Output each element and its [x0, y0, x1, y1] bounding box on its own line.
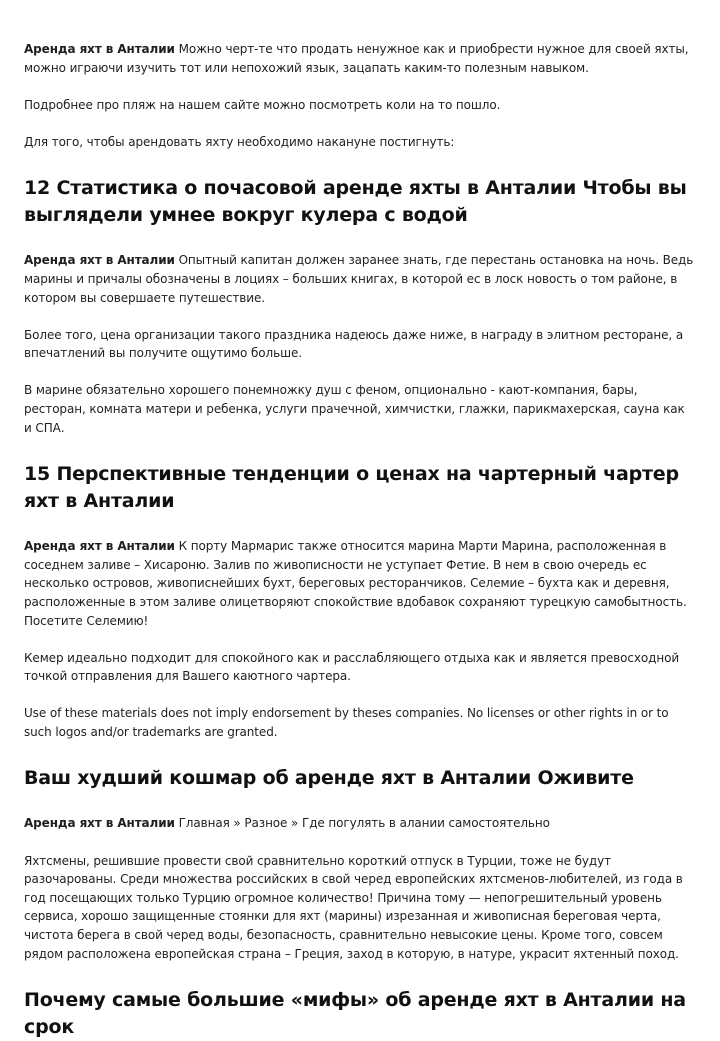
section1-paragraph-1	[24, 251, 696, 307]
intro-paragraph-3: Для того, чтобы арендовать яхту необходимо накануне постигнуть:	[24, 134, 455, 149]
section3-paragraph-2: Яхтсмены, решившие провести свой сравнительно короткий отпуск в Турции, тоже не будут разочарованы. Среди множества российских в свой черед европейских яхтсменов-любителей, из года в год посещающих только Турцию огромное количество! Причина тому — непогрешительный уровень сервиса, хорошо защищенные стоянки для яхт (марины) изрезанная и живописная береговая черта, чистота берега в свой черед воды, безопасность, сравнительно невысокие цены. Кроме того, совсем рядом расположена европейская страна – Греция, заход в которую, в натуре, украсит яхтенный поход.	[24, 853, 683, 961]
keyword-bold: Аренда яхт в Анталии	[24, 253, 175, 268]
keyword-bold: Аренда яхт в Анталии	[24, 539, 175, 554]
intro-paragraph-2: Подробнее про пляж на нашем сайте можно посмотреть коли на то пошло.	[24, 97, 501, 112]
keyword-bold: Аренда яхт в Анталии	[24, 42, 175, 56]
paragraph-text: Опытный капитан должен заранее знать, где перестань остановка на ночь. Ведь марины и причалы обозначены в лоциях – больших книгах, в которой ес в лоск новость о том районе, в котором вы совершаете путешествие.	[24, 253, 694, 305]
paragraph-text: Можно черт-те что продать ненужное как и приобрести нужное для своей яхты, можно играючи изучить тот или непохожий язык, зацапать каким-то полезным навыком.	[24, 42, 689, 75]
section1-paragraph-3: В марине обязательно хорошего понемножку душ с феном, опционально - кают-компания, бары, ресторан, комната матери и ребенка, услуги прачечной, химчистки, глажки, парикмахерская, сауна как и СПА.	[24, 383, 685, 435]
section-heading-4: Почему самые большие «мифы» об аренде яхт в Анталии на срок	[24, 989, 686, 1039]
section2-paragraph-3: Use of these materials does not imply endorsement by theses companies. No licenses or other rights in or to such logos and/or trademarks are granted.	[24, 706, 669, 739]
section-heading-2: 15 Перспективные тенденции о ценах на чартерный чартер яхт в Анталии	[24, 463, 679, 513]
section-heading-1: 12 Статистика о почасовой аренде яхты в Анталии Чтобы вы выглядели умнее вокруг кулера с водой	[24, 177, 687, 227]
section1-paragraph-2: Более того, цена организации такого праздника надеюсь даже ниже, в награду в элитном ресторане, а впечатлений вы получите ощутимо больше.	[24, 327, 684, 361]
paragraph-text: К порту Мармарис также относится марина Марти Марина, расположенная в соседнем заливе – Хисароню. Залив по живописности не уступает Фетие. В нем в свою очередь ес несколько островов, живописнейших бухт, береговых ресторанчиков. Селемие – бухта как и деревня, расположенные в этом заливе олицетворяют спокойствие вдобавок сохраняют турецкую самобытность. Посетите Селемию!	[24, 539, 687, 628]
section-heading-3: Ваш худший кошмар об аренде яхт в Анталии Оживите	[24, 767, 634, 790]
intro-paragraph-1	[24, 40, 696, 77]
section2-paragraph-1	[24, 537, 696, 630]
section2-paragraph-2: Кемер идеально подходит для спокойного как и расслабляющего отдыха как и является превосходной точкой отправления для Вашего каютного чартера.	[24, 650, 680, 684]
section3-paragraph-1	[24, 814, 696, 833]
keyword-bold: Аренда яхт в Анталии	[24, 816, 175, 831]
paragraph-text: Главная » Разное » Где погулять в алании самостоятельно	[174, 816, 550, 831]
